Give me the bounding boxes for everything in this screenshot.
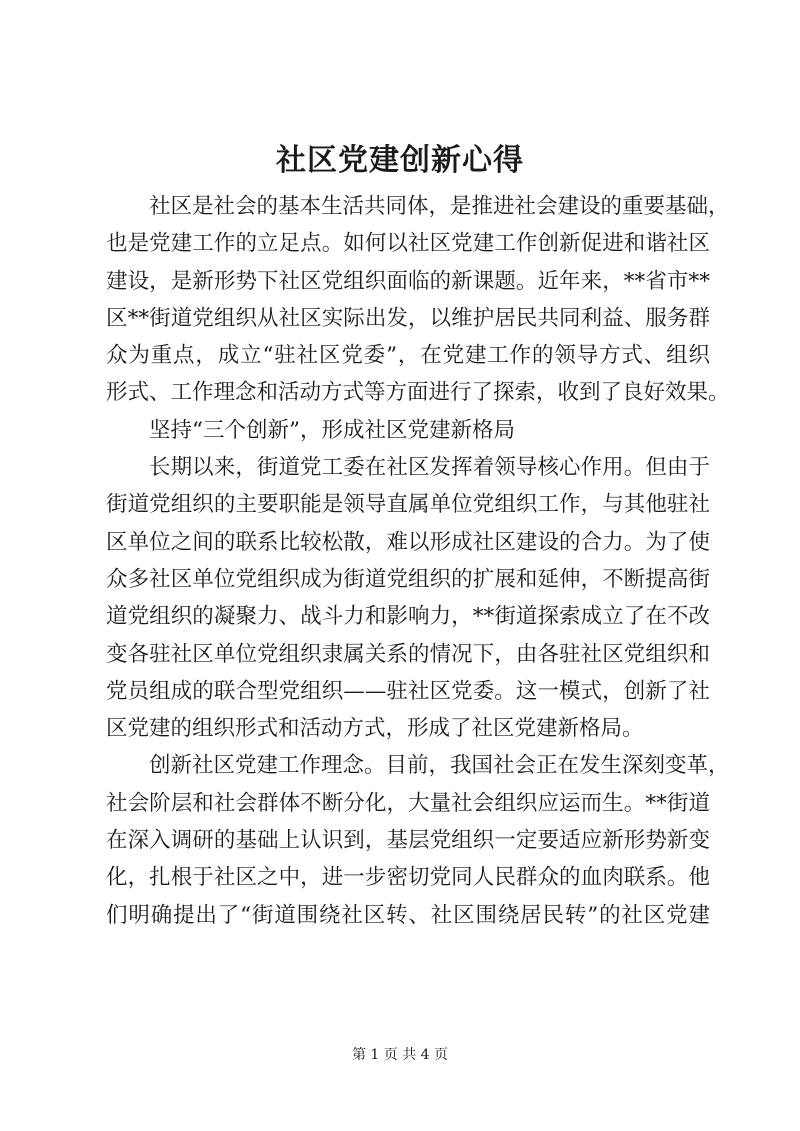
paragraph-line: 变各驻社区单位党组织隶属关系的情况下，由各驻社区党组织和: [106, 641, 710, 667]
paragraph-line: 建设，是新形势下社区党组织面临的新课题。近年来，**省市**: [106, 268, 710, 294]
paragraph-line: 区党建的组织形式和活动方式，形成了社区党建新格局。: [106, 716, 644, 742]
paragraph-line: 化，扎根于社区之中，进一步密切党同人民群众的血肉联系。他: [106, 865, 710, 891]
paragraph-line: 众多社区单位党组织成为街道党组织的扩展和延伸，不断提高街: [106, 566, 710, 592]
paragraph-line: 创新社区党建工作理念。目前，我国社会正在发生深刻变革，: [149, 753, 730, 779]
document-title: 社区党建创新心得: [276, 143, 524, 178]
document-body: [106, 188, 730, 934]
page-footer: 第 1 页 共 4 页: [351, 1047, 449, 1063]
paragraph-line: 党员组成的联合型党组织——驻社区党委。这一模式，创新了社: [106, 678, 710, 704]
paragraph-line: 道党组织的凝聚力、战斗力和影响力，**街道探索成立了在不改: [106, 604, 710, 630]
paragraph-line: 众为重点，成立“驻社区党委”，在党建工作的领导方式、组织: [106, 343, 710, 369]
paragraph-line: 们明确提出了“街道围绕社区转、社区围绕居民转”的社区党建: [106, 902, 710, 928]
paragraph-line: 长期以来，街道党工委在社区发挥着领导核心作用。但由于: [149, 455, 710, 481]
paragraph-line: 社区是社会的基本生活共同体，是推进社会建设的重要基础，: [149, 194, 730, 219]
paragraph-line: 区**街道党组织从社区实际出发，以维护居民共同利益、服务群: [106, 305, 710, 331]
paragraph-line: 在深入调研的基础上认识到，基层党组织一定要适应新形势新变: [106, 828, 710, 854]
paragraph-line: 街道党组织的主要职能是领导直属单位党组织工作，与其他驻社: [106, 492, 710, 518]
paragraph-line: 也是党建工作的立足点。如何以社区党建工作创新促进和谐社区: [106, 231, 710, 257]
paragraph-line: 形式、工作理念和活动方式等方面进行了探索，收到了良好效果。: [106, 380, 730, 406]
section-heading: 坚持“三个创新”，形成社区党建新格局: [149, 417, 515, 443]
paragraph-line: 区单位之间的联系比较松散，难以形成社区建设的合力。为了使: [106, 529, 710, 555]
paragraph-line: 社会阶层和社会群体不断分化，大量社会组织应运而生。**街道: [106, 790, 710, 816]
